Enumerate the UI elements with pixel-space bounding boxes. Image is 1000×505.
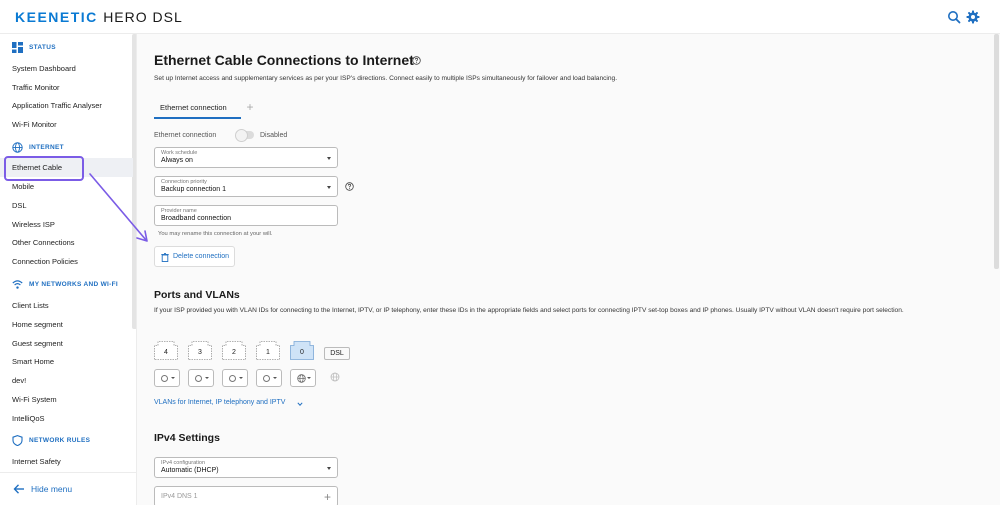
field-label: Connection priority [161,179,207,185]
sidebar-item-system-dashboard[interactable]: System Dashboard [12,64,76,73]
port-3[interactable] [188,341,212,360]
section-label: MY NETWORKS AND WI-FI [29,280,118,288]
main-scrollbar[interactable] [994,34,999,269]
top-header [0,0,1000,34]
provider-name-hint: You may rename this connection at your will. [158,231,273,237]
model-name: HERO DSL [103,9,183,25]
ipv4-configuration-select[interactable] [154,457,338,478]
port-label: 4 [164,349,168,356]
annotation-highlight [4,156,84,181]
section-label: INTERNET [29,143,64,151]
sidebar-item-ethernet-cable[interactable]: Ethernet Cable [0,158,133,177]
ethernet-toggle-row [154,129,287,141]
port-0[interactable] [290,341,314,360]
work-schedule-select[interactable] [154,147,338,168]
sidebar [0,34,137,505]
section-network-rules [12,433,90,447]
search-icon[interactable] [947,10,961,24]
brand-name: KEENETIC [15,9,98,25]
gear-icon[interactable] [966,10,980,24]
globe-icon [12,142,23,153]
caret-down-icon [327,467,331,470]
sidebar-item-internet-safety[interactable]: Internet Safety [12,457,61,466]
help-icon[interactable] [345,182,354,191]
port-3-mode-select[interactable] [188,369,214,387]
tab-ethernet-connection[interactable]: Ethernet connection [154,100,241,119]
vlans-expand-link[interactable]: VLANs for Internet, IP telephony and IPTV [154,399,286,406]
sidebar-item-client-lists[interactable]: Client Lists [12,301,49,310]
ports-vlans-heading: Ports and VLANs [154,289,240,301]
field-value: Always on [161,157,193,164]
port-1[interactable] [256,341,280,360]
port-0-mode-select[interactable] [290,369,316,387]
sidebar-item-mobile[interactable]: Mobile [12,182,35,191]
field-label: IPv4 configuration [161,460,206,466]
hide-menu-label: Hide menu [31,484,73,494]
field-placeholder: IPv4 DNS 1 [161,493,198,500]
sidebar-item-wireless-isp[interactable]: Wireless ISP [12,220,55,229]
dashboard-icon [12,42,23,53]
section-label: NETWORK RULES [29,436,91,444]
sidebar-item-dsl[interactable]: DSL [12,201,27,210]
circle-icon [229,375,236,382]
toggle-label: Ethernet connection [154,131,217,139]
delete-connection-button[interactable] [154,246,235,267]
ipv4-dns-1-field[interactable] [154,486,338,505]
sidebar-item-home-segment[interactable]: Home segment [12,320,63,329]
section-status [12,40,56,54]
sidebar-item-other-connections[interactable]: Other Connections [12,238,75,247]
caret-down-icon [205,377,209,379]
toggle-state: Disabled [260,131,288,139]
ipv4-settings-heading: IPv4 Settings [154,432,220,444]
sidebar-item-intelliqos[interactable]: IntelliQoS [12,414,45,423]
wifi-icon [12,279,23,290]
page-title: Ethernet Cable Connections to Internet [154,52,414,68]
arrow-left-icon [13,483,25,495]
circle-icon [161,375,168,382]
field-value: Automatic (DHCP) [161,467,219,474]
caret-down-icon [273,377,277,379]
sidebar-item-connection-policies[interactable]: Connection Policies [12,257,78,266]
sidebar-item-wifi-monitor[interactable]: Wi-Fi Monitor [12,120,57,129]
add-tab-button[interactable]: + [246,100,254,114]
main-content [137,34,1000,505]
port-2[interactable] [222,341,246,360]
ports-vlans-description: If your ISP provided you with VLAN IDs for connecting to the Internet, IPTV, or IP telephony, enter these IDs in the appropriate fields and select ports for connecting IPTV set-top boxes and IP phones. Usually IPTV without VLAN doesn't require port selection. [154,307,904,314]
caret-down-icon [327,186,331,189]
port-2-mode-select[interactable] [222,369,248,387]
section-label: STATUS [29,43,56,51]
field-value: Backup connection 1 [161,186,226,193]
sidebar-item-wifi-system[interactable]: Wi-Fi System [12,395,57,404]
ethernet-connection-toggle[interactable] [236,131,254,139]
port-4-mode-select[interactable] [154,369,180,387]
section-internet [12,140,64,154]
help-icon[interactable] [412,56,421,65]
field-value: Broadband connection [161,215,232,222]
caret-down-icon [307,377,311,379]
caret-down-icon [327,157,331,160]
port-label: 1 [266,349,270,356]
plus-icon[interactable]: + [323,490,331,504]
connection-priority-select[interactable] [154,176,338,197]
caret-down-icon [239,377,243,379]
sidebar-item-smart-home[interactable]: Smart Home [12,357,55,366]
sidebar-item-guest-segment[interactable]: Guest segment [12,339,63,348]
sidebar-item-dev[interactable]: dev! [12,376,27,385]
sidebar-item-traffic-monitor[interactable]: Traffic Monitor [12,83,60,92]
provider-name-field[interactable] [154,205,338,226]
port-label: 3 [198,349,202,356]
port-1-mode-select[interactable] [256,369,282,387]
page-subtitle: Set up Internet access and supplementary services as per your ISP's directions. Connect easily to multiple ISPs simultaneously for failover and load balancing. [154,75,618,82]
section-my-networks [12,277,118,291]
logo[interactable] [15,9,183,25]
circle-icon [263,375,270,382]
delete-connection-label: Delete connection [173,253,230,260]
dsl-globe-icon [330,372,340,382]
trash-icon [161,253,169,262]
port-label: 0 [300,349,304,356]
sidebar-item-app-traffic-analyser[interactable]: Application Traffic Analyser [12,101,102,110]
circle-icon [195,375,202,382]
port-4[interactable] [154,341,178,360]
shield-icon [12,435,23,446]
caret-down-icon [171,377,175,379]
port-label: 2 [232,349,236,356]
field-label: Provider name [161,208,197,214]
port-dsl[interactable]: DSL [324,347,350,360]
globe-icon [297,374,306,383]
hide-menu-button[interactable] [0,472,137,505]
chevron-down-icon[interactable] [297,401,303,407]
field-label: Work schedule [161,150,198,156]
